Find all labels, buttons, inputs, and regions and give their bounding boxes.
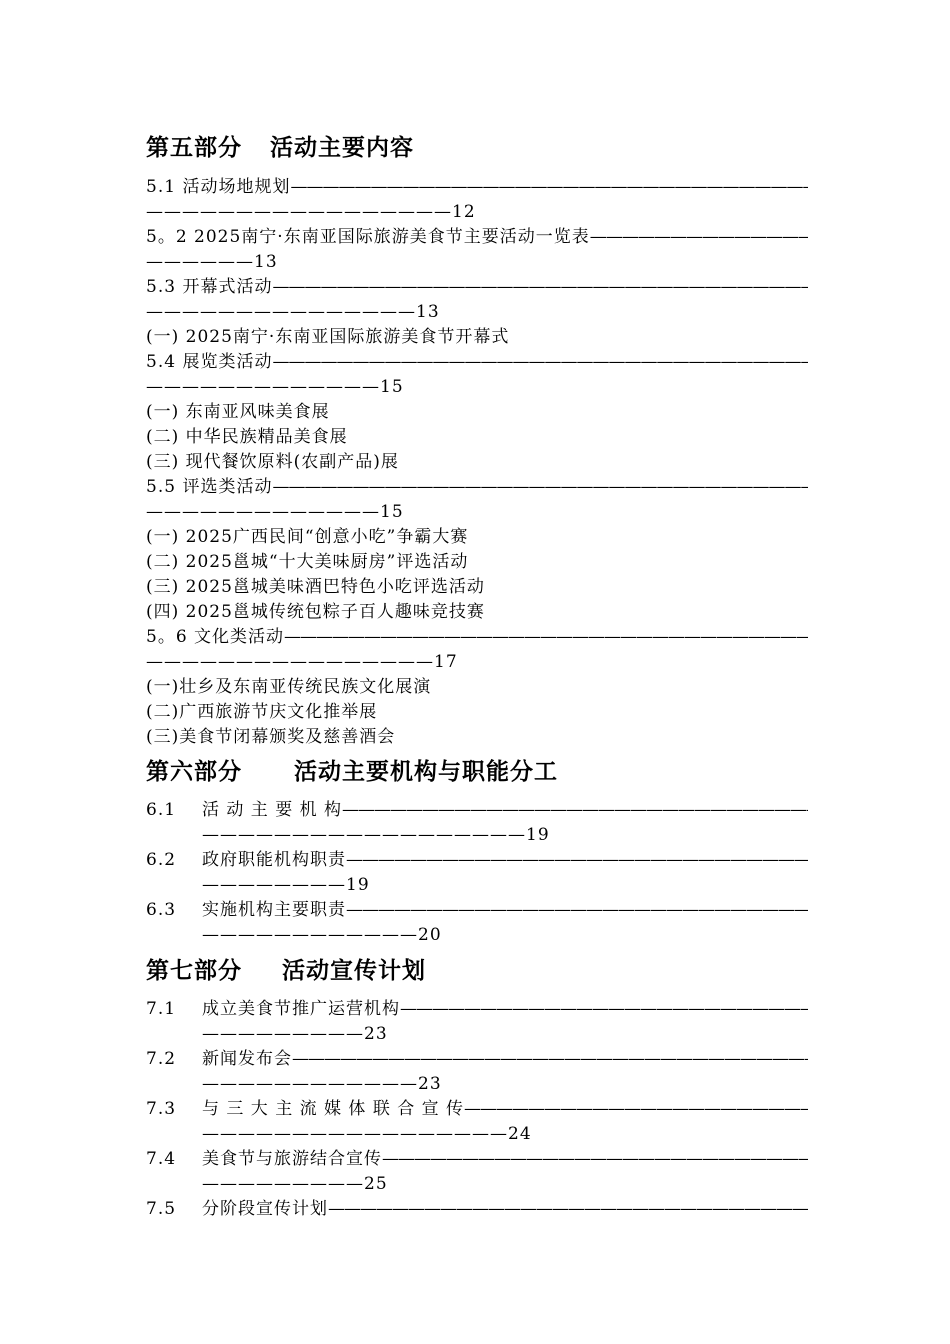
leader-dots [342,800,808,820]
leader-dots [272,477,808,497]
toc-entry-text: 5.5 评选类活动 [146,477,273,497]
entry-number: 6.1 [146,800,177,820]
toc-entry[interactable] [146,848,808,872]
toc-subentry[interactable] [146,400,808,424]
leader-dots [290,177,808,197]
leader-dots [346,900,808,920]
page-ref: ————————19 [202,875,370,895]
toc-entry-text: (三) 现代餐饮原料(农副产品)展 [146,452,399,472]
toc-entry-cont [146,923,808,947]
page-ref: —————————————15 [146,377,404,397]
toc-entry-text: 5。6 文化类活动 [146,627,285,647]
toc-subentry[interactable] [146,425,808,449]
toc-entry-cont [146,1072,808,1096]
entry-number: 7.1 [146,999,177,1019]
section-5-part: 第五部分 [146,135,242,161]
section-6-heading [146,757,558,787]
page-ref: —————————————————24 [202,1124,532,1144]
toc-entry-text: 美食节与旅游结合宣传 [202,1149,382,1169]
toc-subentry[interactable] [146,575,808,599]
leader-dots [382,1149,808,1169]
leader-dots [346,850,808,870]
toc-entry-text: (二) 2025邕城“十大美味厨房”评选活动 [146,552,469,572]
toc-entry-text: 5.3 开幕式活动 [146,277,273,297]
toc-entry[interactable] [146,997,808,1021]
section-5-title: 活动主要内容 [270,135,414,161]
section-6-part: 第六部分 [146,759,242,785]
section-7-heading [146,956,426,986]
toc-entry-text: (一) 东南亚风味美食展 [146,402,330,422]
toc-entry-text: 5.1 活动场地规划 [146,177,291,197]
toc-subentry[interactable] [146,700,808,724]
toc-entry-text: (二) 中华民族精品美食展 [146,427,348,447]
section-7-part: 第七部分 [146,958,242,984]
toc-entry[interactable] [146,1197,808,1221]
toc-entry[interactable] [146,798,808,822]
toc-entry[interactable] [146,175,808,199]
page-ref: —————————————————12 [146,202,476,222]
toc-entry-text: 实施机构主要职责 [202,900,346,920]
entry-number: 6.2 [146,850,177,870]
entry-number: 7.2 [146,1049,177,1069]
toc-entry[interactable] [146,1147,808,1171]
leader-dots [272,352,808,372]
section-7-title: 活动宣传计划 [282,958,426,984]
toc-entry-text: 5.4 展览类活动 [146,352,273,372]
entry-number: 7.3 [146,1099,177,1119]
toc-entry-text: 分阶段宣传计划 [202,1199,328,1219]
toc-entry[interactable] [146,475,808,499]
toc-entry-text: 成立美食节推广运营机构 [202,999,400,1019]
toc-entry[interactable] [146,898,808,922]
entry-number: 7.4 [146,1149,177,1169]
leader-dots [284,627,808,647]
leader-dots [464,1099,808,1119]
entry-number: 7.5 [146,1199,177,1219]
leader-dots [328,1199,808,1219]
toc-entry-cont [146,1172,808,1196]
page-ref: ————————————23 [202,1074,442,1094]
leader-dots [292,1049,808,1069]
toc-entry-cont [146,1122,808,1146]
toc-subentry[interactable] [146,550,808,574]
toc-entry-text: (三) 2025邕城美味酒巴特色小吃评选活动 [146,577,485,597]
toc-entry-cont [146,650,808,674]
toc-subentry[interactable] [146,325,808,349]
leader-dots [400,999,808,1019]
toc-entry-cont [146,200,808,224]
toc-entry[interactable] [146,1097,808,1121]
toc-entry-text: 新闻发布会 [202,1049,292,1069]
toc-entry-text: 与 三 大 主 流 媒 体 联 合 宣 传 [202,1099,465,1119]
page-ref: ————————————20 [202,925,442,945]
toc-subentry[interactable] [146,525,808,549]
toc-entry[interactable] [146,625,808,649]
toc-entry-cont [146,873,808,897]
toc-entry-text: 政府职能机构职责 [202,850,346,870]
toc-entry-cont [146,823,808,847]
page-ref: ——————————————————19 [202,825,550,845]
toc-entry-cont [146,375,808,399]
toc-entry[interactable] [146,225,808,249]
toc-subentry[interactable] [146,725,808,749]
page-ref: —————————————15 [146,502,404,522]
toc-entry-cont [146,1022,808,1046]
toc-entry-text: (一) 2025南宁·东南亚国际旅游美食节开幕式 [146,327,510,347]
section-6-title: 活动主要机构与职能分工 [294,759,558,785]
toc-entry-text: (二)广西旅游节庆文化推举展 [146,702,378,722]
toc-entry-cont [146,500,808,524]
toc-entry[interactable] [146,350,808,374]
section-5-heading [146,133,414,163]
page-ref: ————————————————17 [146,652,458,672]
page-ref: ———————————————13 [146,302,440,322]
page-ref: —————————23 [202,1024,388,1044]
toc-entry-text: (一) 2025广西民间“创意小吃”争霸大赛 [146,527,469,547]
toc-entry[interactable] [146,275,808,299]
entry-number: 6.3 [146,900,177,920]
leader-dots [272,277,808,297]
toc-entry-text: 5。2 2025南宁·东南亚国际旅游美食节主要活动一览表 [146,227,590,247]
toc-subentry[interactable] [146,600,808,624]
toc-entry-text: (四) 2025邕城传统包粽子百人趣味竞技赛 [146,602,485,622]
toc-subentry[interactable] [146,450,808,474]
toc-entry-text: 活 动 主 要 机 构 [202,800,343,820]
toc-subentry[interactable] [146,675,808,699]
leader-dots [590,227,808,247]
page-ref: —————————25 [202,1174,388,1194]
toc-entry-text: (三)美食节闭幕颁奖及慈善酒会 [146,727,396,747]
toc-entry[interactable] [146,1047,808,1071]
toc-entry-cont [146,300,808,324]
toc-entry-cont [146,250,808,274]
page-ref: ——————13 [146,252,278,272]
toc-entry-text: (一)壮乡及东南亚传统民族文化展演 [146,677,432,697]
